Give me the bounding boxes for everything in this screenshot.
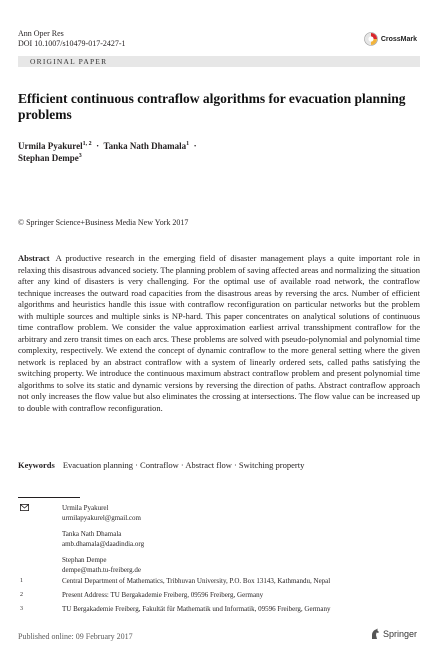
- affiliation-text: Present Address: TU Bergakademie Freiberg, 09596 Freiberg, Germany: [62, 591, 264, 599]
- crossmark-badge[interactable]: [364, 32, 417, 46]
- crossmark-label: CrossMark: [380, 35, 417, 43]
- contact-name: Stephan Dempe: [62, 556, 107, 564]
- contact-name: Urmila Pyakurel: [62, 504, 109, 512]
- affiliation-item: [18, 591, 420, 600]
- contact-entry: [18, 504, 420, 523]
- keywords-heading: Keywords: [18, 460, 55, 470]
- contact-entry: [18, 530, 420, 549]
- affiliation-item: [18, 577, 420, 586]
- affiliation-number: 2: [20, 592, 23, 598]
- publisher-name: Springer: [382, 629, 417, 639]
- keywords: [18, 460, 420, 470]
- doi[interactable]: DOI 10.1007/s10479-017-2427-1: [18, 39, 126, 48]
- affiliation-text: Central Department of Mathematics, Tribhuvan University, P.O. Box 13143, Kathmandu, Nepal: [62, 577, 331, 585]
- author-name[interactable]: Urmila Pyakurel: [18, 141, 83, 151]
- copyright-notice: © Springer Science+Business Media New York 2017: [18, 218, 189, 227]
- author-affil-ref: 1, 2: [82, 141, 92, 147]
- author-separator: ·: [96, 141, 100, 151]
- contact-email[interactable]: urmilapyakurel@gmail.com: [62, 513, 141, 522]
- section-label: ORIGINAL PAPER: [30, 57, 108, 66]
- contact-email[interactable]: dempe@math.tu-freiberg.de: [62, 565, 142, 574]
- paper-title: Efficient continuous contraflow algorithms for evacuation planning problems: [18, 91, 406, 122]
- abstract-heading: Abstract: [18, 253, 50, 263]
- abstract: [18, 253, 420, 414]
- author-name[interactable]: Stephan Dempe: [18, 153, 79, 163]
- author-name[interactable]: Tanka Nath Dhamala: [103, 141, 187, 151]
- footnote-rule: [18, 497, 80, 498]
- author-list: [18, 140, 418, 164]
- affiliation-item: [18, 605, 420, 614]
- affiliation-list: [18, 577, 420, 619]
- contact-entry: [18, 556, 420, 575]
- contact-list: [18, 504, 420, 582]
- author-affil-ref: 1: [186, 141, 190, 147]
- crossmark-icon: [364, 32, 378, 46]
- publisher-logo[interactable]: [370, 628, 417, 640]
- affiliation-number: 1: [20, 578, 23, 584]
- contact-email[interactable]: amb.dhamala@daadindia.org: [62, 539, 145, 548]
- envelope-icon: [18, 504, 62, 523]
- published-date: Published online: 09 February 2017: [18, 632, 133, 641]
- affiliation-text: TU Bergakademie Freiberg, Fakultät für Mathematik und Informatik, 09596 Freiberg, Germany: [62, 605, 331, 613]
- journal-name: Ann Oper Res: [18, 29, 64, 38]
- contact-name: Tanka Nath Dhamala: [62, 530, 122, 538]
- abstract-text: A productive research in the emerging field of disaster management plays a quite important role in relaxing this disastrous advanced society. The planning problem of saving affected areas and normalizing the situation after any kind of disasters is very challenging. For the optimal use of available road network, the contraflow technique increases the outward road capacities from the disastrous areas by reversing the arcs. Number of efficient algorithms and heuristics handle this issue with contraflow reconfiguration on particular networks but the problem with multiple sources and multiple sinks is NP-hard. This paper concentrates on analytical solutions of continuous time contraflow problem. We consider the value approximation earliest arrival transshipment contraflow for the arbitrary and zero transit times on each arcs. These problems are solved with pseudo-polynomial and polynomial time complexity, respectively. We extend the concept of dynamic contraflow to the more general setting where the given network is replaced by an abstract contraflow with a system of linearly ordered sets, called paths satisfying the switching property. We introduce the continuous maximum abstract contraflow problem and present polynomial time algorithms to solve its static and dynamic versions by reversing the direction of paths. Abstract contraflow approach not only increases the flow value but also eliminates the crossing at intersections. The flow value can be increased up to double with contraflow reconfiguration.: [18, 253, 420, 413]
- author-affil-ref: 3: [78, 153, 82, 159]
- springer-horse-icon: [370, 628, 380, 640]
- keywords-text: Evacuation planning · Contraflow · Abstract flow · Switching property: [62, 460, 305, 470]
- affiliation-number: 3: [20, 606, 23, 612]
- author-separator: ·: [193, 141, 197, 151]
